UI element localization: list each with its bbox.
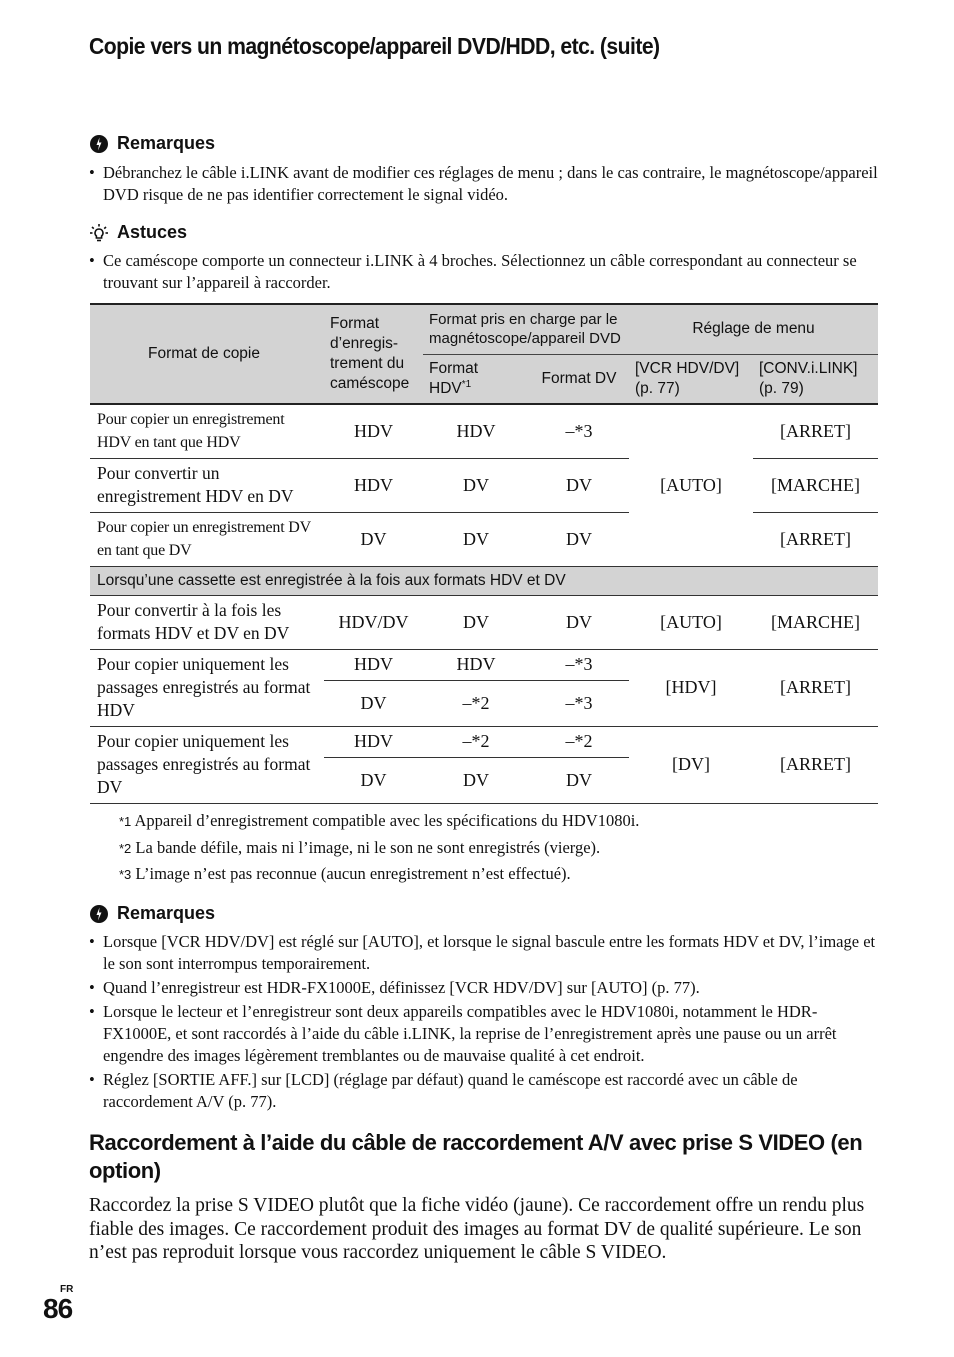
list-item: • Lorsque le lecteur et l’enregistreur sont deux appareils compatibles avec le HDV1080i, notamment le HDR-FX1000E, et sont raccordés à l’aide du câble i.LINK, la reprise de l’enregistrement après une pause ou un arrêt engendre des images légèrement tremblantes ou de mauvaise qualité à cet endroit. <box>89 1001 879 1067</box>
col-header-recording-format: Format d’enregis-trement du caméscope <box>324 304 423 404</box>
table-cell: [MARCHE] <box>753 595 878 649</box>
tips-heading <box>89 222 187 243</box>
table-section-label: Lorsqu’une cassette est enregistrée à la fois aux formats HDV et DV <box>90 566 878 595</box>
table-cell: DV <box>529 595 629 649</box>
table-cell: DV <box>324 757 423 803</box>
table-cell: HDV <box>423 404 529 458</box>
table-cell: [ARRET] <box>753 404 878 458</box>
table-section-row <box>90 566 878 595</box>
table-cell: [ARRET] <box>753 512 878 566</box>
table-cell: –*3 <box>529 680 629 726</box>
table-cell: [ARRET] <box>753 726 878 803</box>
col-header-supported-format: Format pris en charge par le magnétoscope/appareil DVD <box>423 304 629 354</box>
notes-heading <box>89 133 215 154</box>
section-title: Raccordement à l’aide du câble de raccordement A/V avec prise S VIDEO (en option) <box>89 1130 863 1183</box>
page-number: 86 <box>43 1293 73 1324</box>
table-cell: HDV <box>324 726 423 757</box>
table-cell: Pour convertir à la fois les formats HDV et DV en DV <box>90 595 324 649</box>
table-cell: DV <box>529 757 629 803</box>
lightbulb-icon <box>89 223 109 243</box>
table-cell: [HDV] <box>629 649 753 726</box>
language-tag: FR <box>60 1284 74 1295</box>
table-cell: [DV] <box>629 726 753 803</box>
table-cell: Pour copier un enregistrement HDV en tant que HDV <box>90 404 324 458</box>
notes-heading <box>89 903 215 924</box>
table-cell: Pour copier un enregistrement DV en tant que DV <box>90 512 324 566</box>
page-title: Copie vers un magnétoscope/appareil DVD/HDD, etc. (suite) <box>89 33 660 59</box>
col-header-dv: Format DV <box>529 354 629 404</box>
col-header-copy-format: Format de copie <box>90 304 324 404</box>
table-cell: DV <box>423 512 529 566</box>
col-header-hdv: Format HDV$^{*1}$ <box>423 354 529 404</box>
table-cell: DV <box>324 680 423 726</box>
table-cell: [AUTO] <box>629 404 753 566</box>
table-cell: Pour copier uniquement les passages enregistrés au format DV <box>90 726 324 803</box>
footnote: *3 L’image n’est pas reconnue (aucun enregistrement n’est effectué). <box>119 864 571 883</box>
table-cell: [MARCHE] <box>753 458 878 512</box>
table-cell: DV <box>324 512 423 566</box>
table-cell: Pour copier uniquement les passages enregistrés au format HDV <box>90 649 324 726</box>
footnote: *1 Appareil d’enregistrement compatible avec les spécifications du HDV1080i. <box>119 811 640 830</box>
section-body: Raccordez la prise S VIDEO plutôt que la fiche vidéo (jaune). Ce raccordement offre un rendu plus fiable des images. Ce raccordement produit des images au format DV de qualité supérieure. Le son n’est pas reproduit lorsque vous raccordez uniquement le câble S VIDEO. <box>89 1195 865 1263</box>
table-row <box>90 649 878 680</box>
table-cell: –*2 <box>423 680 529 726</box>
table-cell: –*2 <box>423 726 529 757</box>
table-row <box>90 595 878 649</box>
table-cell: HDV <box>324 649 423 680</box>
table-cell: [ARRET] <box>753 649 878 726</box>
footnotes <box>119 810 639 890</box>
table-row <box>90 726 878 757</box>
notes-heading-label: Remarques <box>117 133 216 153</box>
table-cell: –*2 <box>529 726 629 757</box>
list-item: • Lorsque [VCR HDV/DV] est réglé sur [AUTO], et lorsque le signal bascule entre les formats HDV et DV, l’image et le son sont interrompus temporairement. <box>89 931 879 975</box>
table-cell: HDV <box>324 404 423 458</box>
table-cell: DV <box>529 458 629 512</box>
table-cell: HDV <box>324 458 423 512</box>
list-item: • Quand l’enregistreur est HDR-FX1000E, définissez [VCR HDV/DV] sur [AUTO] (p. 77). <box>89 977 879 999</box>
table-cell: Pour convertir un enregistrement HDV en DV <box>90 458 324 512</box>
warning-icon <box>89 134 109 154</box>
tips-list <box>89 250 879 296</box>
table-cell: DV <box>423 757 529 803</box>
notes-heading-label: Remarques <box>117 903 216 923</box>
table-row <box>90 404 878 458</box>
warning-icon <box>89 904 109 924</box>
tips-heading-label: Astuces <box>117 222 188 242</box>
table-cell: –*3 <box>529 649 629 680</box>
col-header-menu-setting: Réglage de menu <box>629 304 878 354</box>
table-cell: DV <box>529 512 629 566</box>
col-header-vcr: [VCR HDV/DV] (p. 77) <box>629 354 753 404</box>
table-cell: HDV <box>423 649 529 680</box>
table-cell: [AUTO] <box>629 595 753 649</box>
list-item: • Ce caméscope comporte un connecteur i.LINK à 4 broches. Sélectionnez un câble correspondant au connecteur se trouvant sur l’appareil à raccorder. <box>89 250 879 294</box>
table-cell: DV <box>423 458 529 512</box>
table-row <box>90 458 878 512</box>
notes-list <box>89 931 879 1115</box>
table-row <box>90 512 878 566</box>
table-cell: –*3 <box>529 404 629 458</box>
footnote: *2 La bande défile, mais ni l’image, ni le son ne sont enregistrés (vierge). <box>119 837 601 857</box>
col-header-conv: [CONV.i.LINK] (p. 79) <box>753 354 878 404</box>
list-item: • Réglez [SORTIE AFF.] sur [LCD] (réglage par défaut) quand le caméscope est raccordé avec un câble de raccordement A/V (p. 77). <box>89 1069 879 1113</box>
copy-format-table <box>90 303 878 804</box>
notes-list <box>89 162 879 208</box>
table-cell: HDV/DV <box>324 595 423 649</box>
list-item: • Débranchez le câble i.LINK avant de modifier ces réglages de menu ; dans le cas contraire, le magnétoscope/appareil DVD risque de ne pas identifier correctement le signal vidéo. <box>89 162 879 206</box>
table-cell: DV <box>423 595 529 649</box>
